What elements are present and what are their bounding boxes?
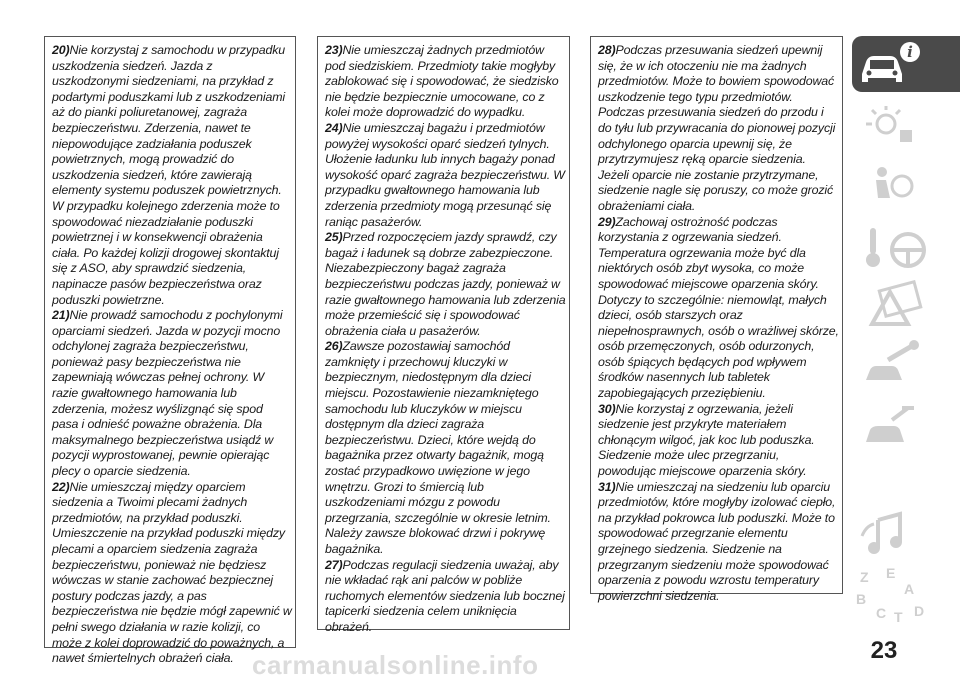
warning-column-1 (44, 36, 296, 666)
airbag-safety-icon (852, 160, 960, 212)
warning-triangle-icon (852, 280, 960, 336)
dashboard-lights-icon (852, 102, 960, 154)
index-letter: C (876, 605, 887, 621)
note-text: Nie korzystaj z samochodu w przypadku uszkodzenia siedzeń. Jazda z uszkodzonymi siedzeniami, na przykład z podartymi poduszkami lub z uszkodzeniami aż do pianki poliuretanowej, zagraża bezpieczeństwu. Zderzenia, nawet te niepowodujące zadziałania poduszek powietrznych, mogą prowadzić do uszkodzenia siedzeń, które zawierają elementy systemu poduszek powietrznych. W przypadku kolejnego zderzenia może to spowodować niezadziałanie poduszki powietrznej i w konsekwencji obrażenia ciała. Po każdej kolizji drogowej skontaktuj się z ASO, aby sprawdzić siedzenia, napinacze pasów bezpieczeństwa oraz poduszki powietrzne. (52, 43, 285, 307)
tab-dashboard-lights[interactable] (852, 102, 960, 154)
index-letter: E (886, 566, 896, 581)
key-steering-icon (852, 220, 960, 276)
tab-airbag-safety[interactable] (852, 160, 960, 212)
note-number: 26) (325, 339, 343, 354)
warning-note (325, 43, 566, 121)
note-text: Zawsze pozostawiaj samochód zamknięty i przechowuj kluczyki w bezpiecznym, niedostępnym dla dzieci miejscu. Pozostawienie niezamkniętego samochodu lub kluczyków w miejscu dostępnym dla dzieci zagraża bezpieczeństwu. Dzieci, które wejdą do bagażnika przez otwarty bagażnik, mogą zostać przypadkowo uwięzione w jego wnętrzu. Grozi to śmiercią lub uszkodzeniami mózgu z powodu przegrzania, szczególnie w okresie letnim. Należy zawsze blokować drzwi i pokrywę bagażnika. (325, 339, 551, 556)
note-number: 27) (325, 557, 343, 572)
warning-note (598, 215, 839, 402)
note-text: Nie umieszczaj żadnych przedmiotów pod siedziskiem. Przedmioty takie mogłyby zablokować się i spowodować, że siedzisko nie będzie bezpiecznie umocowane, co z kolei może doprowadzić do wypadku. (325, 43, 559, 120)
warning-note (52, 480, 292, 667)
warning-note (52, 43, 292, 308)
tab-multimedia[interactable] (852, 506, 960, 558)
note-text: Podczas regulacji siedzenia uważaj, aby nie wkładać rąk ani palców w pobliże ruchomych elementów siedzenia lub bocznej tapicerki siedzenia celem uniknięcia obrażeń. (325, 557, 565, 634)
index-letter: D (914, 603, 925, 619)
index-letter: B (856, 591, 867, 607)
warning-note (52, 308, 292, 480)
warning-note (325, 121, 566, 230)
warning-note (598, 43, 839, 215)
warning-note (325, 230, 566, 339)
warning-column-2 (317, 36, 570, 634)
service-car-icon (852, 400, 960, 456)
note-number: 23) (325, 43, 343, 57)
tab-car-info[interactable] (852, 36, 960, 92)
warning-note (325, 558, 566, 636)
watermark: carmanualsonline.info (252, 652, 539, 678)
tab-service[interactable] (852, 400, 960, 452)
index-letter: Z (860, 569, 869, 585)
note-text: Nie umieszczaj bagażu i przedmiotów powyżej wysokości oparć siedzeń tylnych. Ułożenie ładunku lub innych bagaży ponad wysokość oparć zagraża bezpieczeństwu. W przypadku gwałtownego hamowania lub zderzenia przedmioty mogą przesunąć się raniąc pasażerów. (325, 120, 565, 229)
note-number: 30) (598, 401, 616, 416)
note-number: 29) (598, 214, 616, 229)
note-text: Nie umieszczaj między oparciem siedzenia a Twoimi plecami żadnych przedmiotów, na przykład poduszki. Umieszczenie na przykład poduszki między plecami a oparciem siedzenia zagraża bezpieczeństwu, ponieważ nie będziesz wówczas w stanie zachować bezpiecznej postury podczas jazdy, a pas bezpieczeństwa nie będzie mógł zapewnić w pełni swego działania w razie kolizji, co może z kolei doprowadzić do poważnych, a nawet śmiertelnych obrażeń ciała. (52, 479, 292, 666)
note-text: Przed rozpoczęciem jazdy sprawdź, czy bagaż i ładunek są dobrze zabezpieczone. Niezabezpieczony bagaż zagraża bezpieczeństwu podczas jazdy, ponieważ w razie gwałtownego hamowania lub zderzenia może przemieścić się i spowodować obrażenia ciała u pasażerów. (325, 230, 566, 338)
wrench-car-icon (852, 340, 960, 396)
note-text: Nie korzystaj z ogrzewania, jeżeli siedzenie jest przykryte materiałem chłonącym wilgoć, jak koc lub poduszka. Siedzenie może ulec przegrzaniu, powodując miejscowe oparzenia skóry. (598, 401, 815, 479)
car-info-icon (852, 36, 960, 92)
index-letter: A (904, 581, 915, 597)
note-text: Nie umieszczaj na siedzeniu lub oparciu przedmiotów, które mogłyby izolować ciepło, na przykład pokrowca lub poduszki. Może to spowodować przegrzanie elementu grzejnego siedzenia. Siedzenie na przegrzanym siedzeniu może spowodować oparzenia z powodu wzrostu temperatury powierzchni siedzenia. (598, 479, 836, 603)
note-number: 31) (598, 479, 616, 494)
note-number: 20) (52, 43, 70, 57)
warning-note (325, 339, 566, 557)
note-text: Podczas przesuwania siedzeń upewnij się, że w ich otoczeniu nie ma żadnych przedmiotów. Może to bowiem spowodować uszkodzenie tego typu przedmiotów. Podczas przesuwania siedzeń do przodu i do tyłu lub przywracania do pionowej pozycji odchylonego oparcia upewnij się, że przytrzymujesz ręką oparcie siedzenia. Jeżeli oparcie nie zostanie przytrzymane, siedzenie nagle się poruszy, co może grozić obrażeniami ciała. (598, 43, 836, 213)
page-number: 23 (870, 637, 898, 664)
note-number: 21) (52, 308, 70, 323)
note-text: Zachowaj ostrożność podczas korzystania z ogrzewania siedzeń. Temperatura ogrzewania może być dla niektórych osób zbyt wysoka, co może spowodować miejscowe oparzenia skóry. Dotyczy to szczególnie: niemowląt, małych dzieci, osób starszych oraz niepełnosprawnych, osób o wrażliwej skórze, osób przemęczonych, osób odurzonych, osób śpiących będących pod wpływem środków nasennych lub tabletek zapobiegających przeziębieniu. (598, 214, 839, 401)
multimedia-icon (852, 506, 960, 562)
tab-key-steering[interactable] (852, 220, 960, 272)
svg-text:i: i (907, 43, 913, 61)
note-number: 25) (325, 230, 343, 245)
index-letter: T (894, 609, 903, 625)
note-number: 22) (52, 479, 70, 494)
tab-warning[interactable] (852, 280, 960, 332)
warning-note (598, 480, 839, 605)
warning-note (598, 402, 839, 480)
index-letters-icon (852, 566, 960, 626)
note-number: 24) (325, 120, 343, 135)
note-text: Nie prowadź samochodu z pochylonymi oparciami siedzeń. Jazda w pozycji mocno odchylonej zagraża bezpieczeństwu, ponieważ pasy bezpieczeństwa nie zapewniają wówczas pełnej ochrony. W razie gwałtownego hamowania lub zderzenia, możesz wyślizgnąć się spod pasa i odnieść poważne obrażenia. Dla maksymalnego bezpieczeństwa usiądź w pozycji wyprostowanej, pewnie opierając plecy o oparcie siedzenia. (52, 308, 283, 479)
tab-wrench-car[interactable] (852, 340, 960, 392)
warning-column-3 (590, 36, 843, 603)
tab-index[interactable] (852, 566, 960, 626)
note-number: 28) (598, 43, 616, 57)
